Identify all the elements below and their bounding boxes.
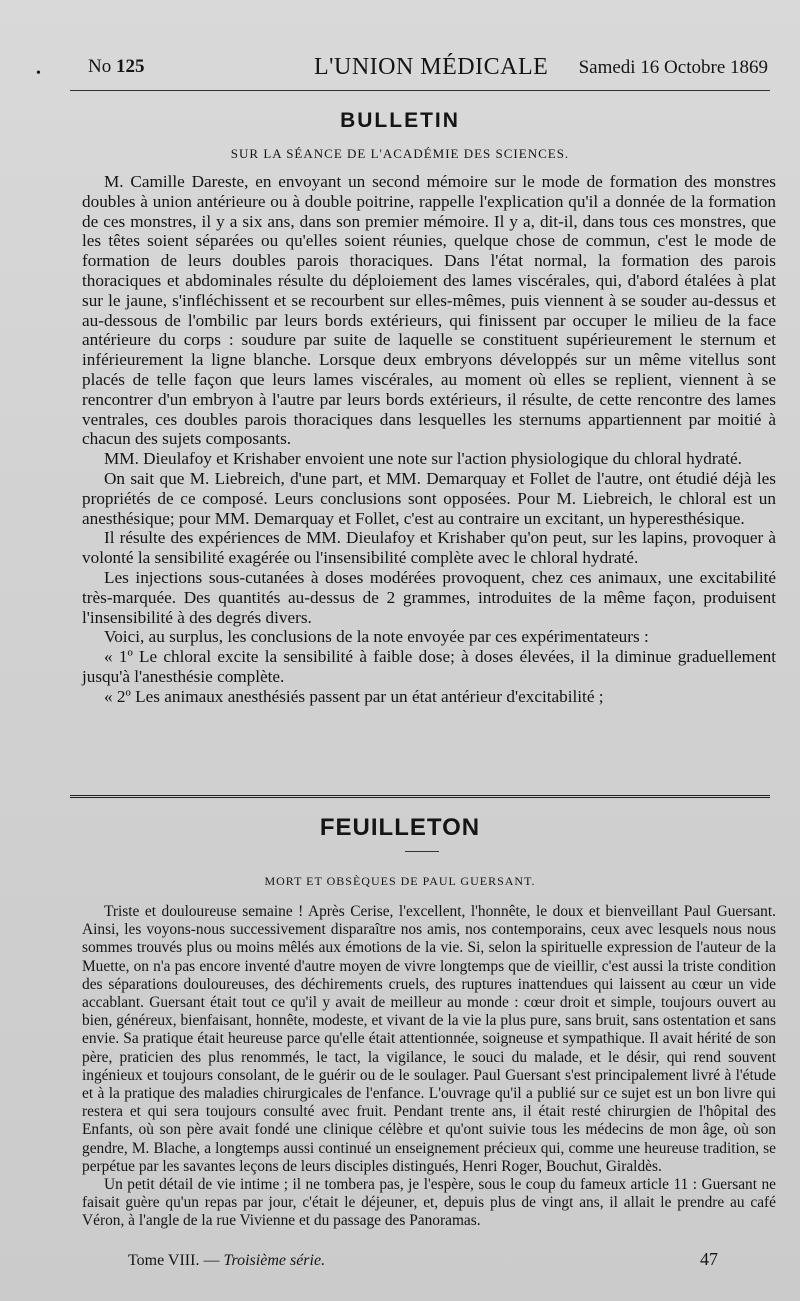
bulletin-paragraph: Il résulte des expériences de MM. Dieulafoy et Krishaber qu'on peut, sur les lapins, provoquer à volonté la sensibilité exagérée ou l'insensibilité complète avec le chloral hydraté. xyxy=(82,528,776,568)
issue-number: No 125 xyxy=(88,56,145,77)
header-rule xyxy=(70,90,770,91)
bulletin-title: BULLETIN xyxy=(340,109,460,132)
bulletin-paragraph: « 1º Le chloral excite la sensibilité à faible dose; à doses élevées, il la diminue graduellement jusqu'à l'anesthésie complète. xyxy=(82,647,776,686)
bullet-mark: • xyxy=(36,66,41,81)
bulletin-paragraph: MM. Dieulafoy et Krishaber envoient une note sur l'action physiologique du chloral hydraté. xyxy=(104,449,742,469)
feuilleton-paragraph: Un petit détail de vie intime ; il ne tombera pas, je l'espère, sous le coup du fameux article 11 : Guersant ne faisait guère qu'un repas par jour, c'était le déjeuner, et, depuis plus de vingt ans, il allait le prendre au café Véron, à l'angle de la rue Vivienne et du passage des Panoramas. xyxy=(82,1176,776,1230)
issue-date: Samedi 16 Octobre 1869 xyxy=(578,57,768,78)
feuilleton-title: FEUILLETON xyxy=(319,814,481,841)
feuilleton-body xyxy=(82,903,776,1231)
bulletin-paragraph: Les injections sous-cutanées à doses modérées provoquent, chez ces animaux, une excitabilité très-marquée. Des quantités au-dessus de 2 grammes, introduites de la même façon, produisent l'insensibilité à des degrés divers. xyxy=(82,567,776,627)
bulletin-paragraph: Voici, au surplus, les conclusions de la note envoyée par ces expérimentateurs : xyxy=(104,627,649,647)
bulletin-body xyxy=(82,172,776,707)
bulletin-paragraph: « 2º Les animaux anesthésiés passent par un état antérieur d'excitabilité ; xyxy=(104,686,604,706)
feuilleton-rule xyxy=(405,851,439,852)
bulletin-subtitle: SUR LA SÉANCE DE L'ACADÉMIE DES SCIENCES. xyxy=(230,146,570,161)
journal-title: L'UNION MÉDICALE xyxy=(314,54,549,80)
feuilleton-paragraph: Triste et douloureuse semaine ! Après Cerise, l'excellent, l'honnête, le doux et bienveillant Paul Guersant. Ainsi, les voyons-nous successivement disparaître nos amis, nos contemporains, ceux avec lesquels nous nous sommes trouvés plus ou moins mêlés aux émotions de la vie. Si, selon la spirituelle expression de l'auteur de la Muette, on n'a pas encore inventé d'autre moyen de vivre longtemps que de vieillir, c'est aussi la triste condition des séparations douloureuses, des déchirements cruels, des ruptures inattendues qui laissent au cœur un vide accablant. Guersant était tout ce qu'il y avait de meilleur au monde : cœur droit et simple, toujours ouvert au bien, généreux, bienfaisant, honnête, modeste, et vivant de la vie la plus pure, sans bruit, sans ostentation et sans envie. Sa pratique était heureuse parce qu'elle était attentionnée, soigneuse et sympathique. Il avait hérité de son père, praticien des plus renommés, le tact, la vigilance, le souci du malade, et le désir, qui rend souvent ingénieux et toujours consolant, de le guérir ou de le soulager. Paul Guersant s'est principalement livré à l'étude et à la pratique des maladies chirurgicales de l'enfance. L'ouvrage qu'il a publié sur ce sujet est un bon livre qui restera et qui sera toujours consulté avec fruit. Pendant trente ans, il était resté chirurgien de l'hôpital des Enfants, où son père avait fondé une clinique célèbre et qu'ont suivie tous les médecins de mon âge, où son gendre, M. Blache, a longtemps aussi continué un enseignement précieux qui, comme une heureuse tradition, se perpétue par les savantes leçons de leurs disciples distingués, Henri Roger, Bouchut, Giraldès. xyxy=(82,903,776,1175)
page-number: 47 xyxy=(700,1249,718,1269)
feuilleton-subtitle: MORT ET OBSÈQUES DE PAUL GUERSANT. xyxy=(264,874,536,888)
section-separator xyxy=(70,795,770,798)
page-header xyxy=(88,52,768,82)
page-footer xyxy=(128,1249,718,1276)
bulletin-paragraph: On sait que M. Liebreich, d'une part, et MM. Demarquay et Follet de l'autre, ont étudié déjà les propriétés de ce composé. Leurs conclusions sont opposées. Pour M. Liebreich, le chloral est un anesthésique; pour MM. Demarquay et Follet, c'est au contraire un excitant, un hyperesthésique. xyxy=(82,468,776,528)
bulletin-paragraph: M. Camille Dareste, en envoyant un second mémoire sur le mode de formation des monstres doubles à union antérieure ou à double poitrine, rappelle l'explication qu'il a donnée de la formation de ces monstres, il y a six ans, dans son premier mémoire. Il y a, dit-il, dans tous ces monstres, que les têtes soient séparées ou qu'elles soient réunies, quelque chose de commun, c'est le mode de formation de leurs doubles parois thoraciques. Dans l'état normal, la formation des parois thoraciques et abdominales résulte du déploiement des lames viscérales, qui, d'abord étalées à plat sur le jaune, s'infléchissent et se recourbent sur elles-mêmes, puis viennent à se souder au-dessus et au-dessous de l'ombilic par leurs bords extérieurs, qui finissent par occuper le milieu de la face antérieure du corps : soudure par suite de laquelle se constituent supérieurement le sternum et inférieurement la ligne blanche. Lorsque deux embryons développés sur un même vitellus sont placés de telle façon que leurs lames viscérales, au moment où elles se replient, viennent à se rencontrer d'un embryon à l'autre par leurs bords extérieurs, il résulte, de cette rencontre des lames ventrales, ces doubles parois thoraciques dans lesquelles les sternums appartiennent par moitié à chacun des sujets composants. xyxy=(82,172,776,449)
tome-label: Tome VIII. — Troisième série. xyxy=(128,1252,326,1269)
